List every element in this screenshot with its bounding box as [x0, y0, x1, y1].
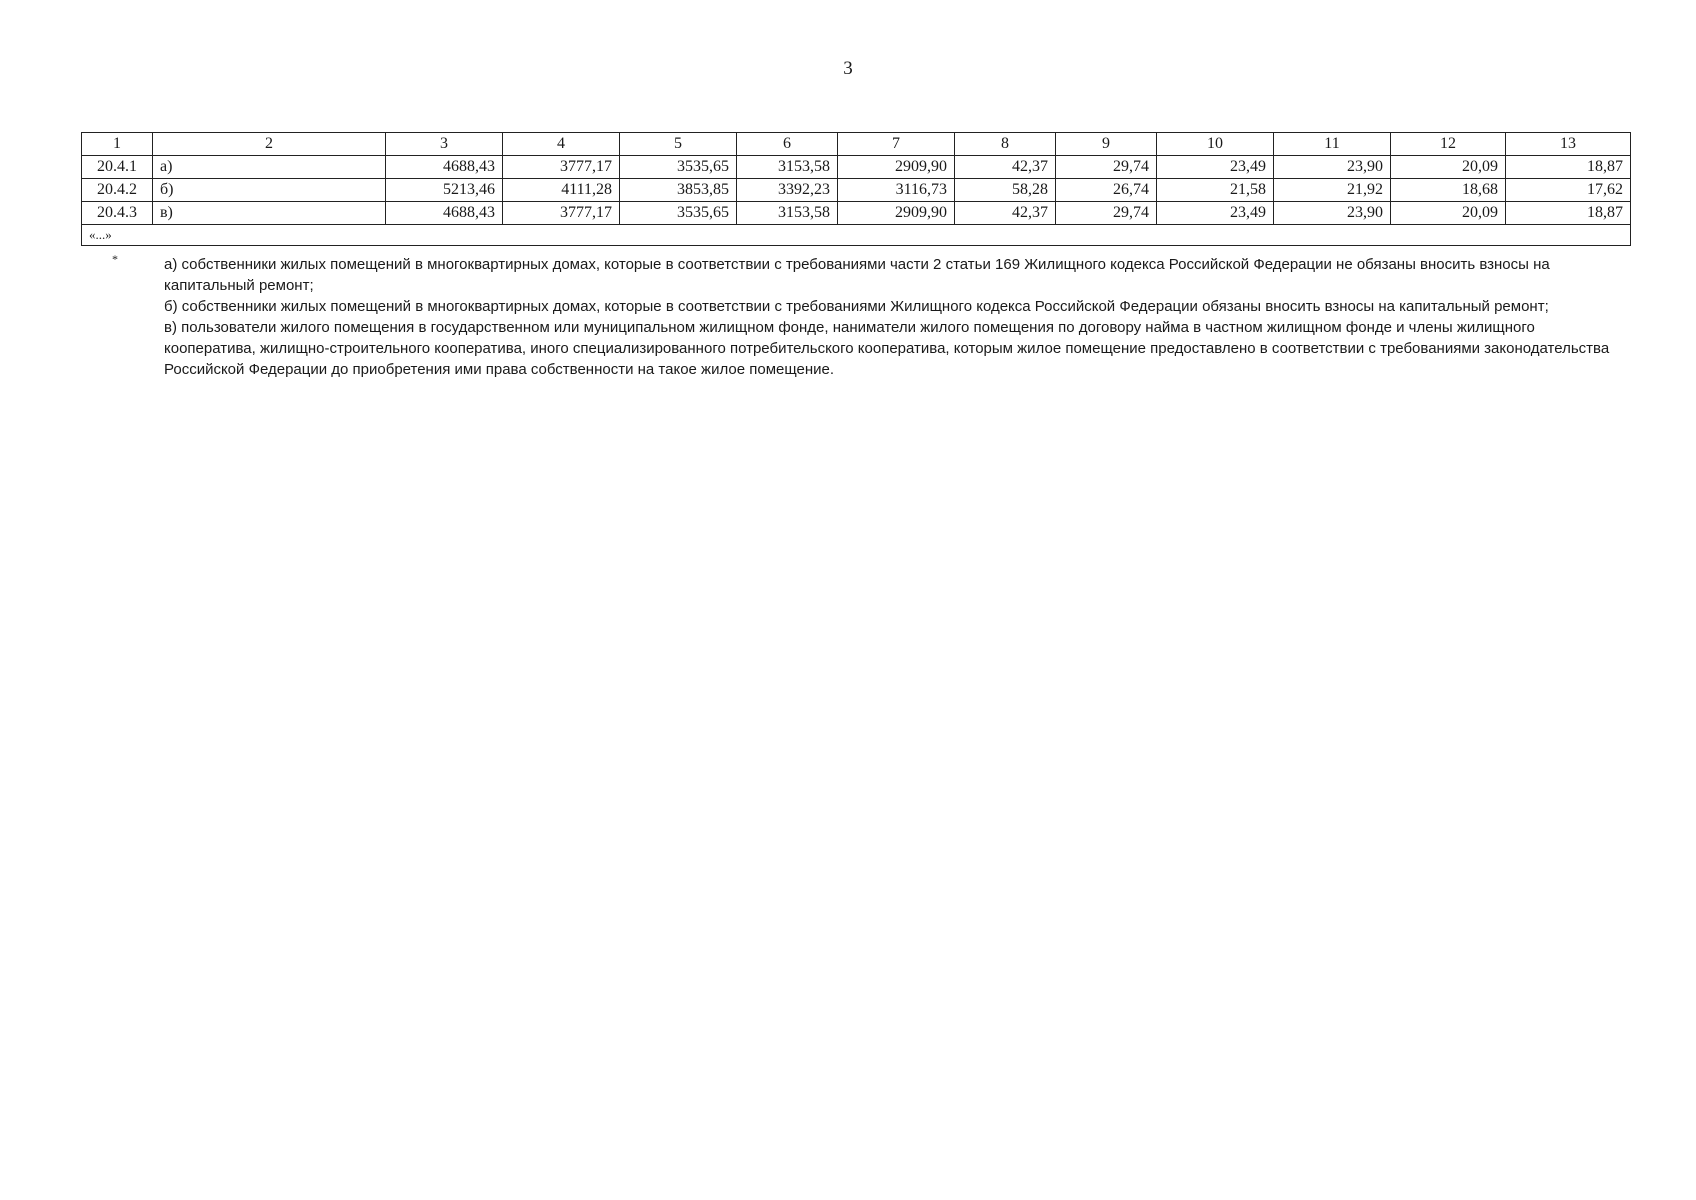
table-cell: 21,58 [1157, 179, 1274, 202]
table-cell: 4688,43 [386, 156, 503, 179]
table-cell: 3535,65 [620, 156, 737, 179]
note-item-c: в) пользователи жилого помещения в государственном или муниципальном жилищном фонде, наниматели жилого помещения по договору найма в частном жилищном фонде и члены жилищного кооператива, жилищно-строительного кооператива, иного специализированного потребительского кооператива, которым жилое помещение предоставлено в соответствии с требованиями законодательства Российской Федерации до приобретения ими права собственности на такое жилое помещение. [164, 319, 1610, 378]
table-row [82, 179, 1631, 202]
column-header: 6 [737, 133, 838, 156]
page-number: 3 [843, 58, 853, 79]
ellipsis-marker: «...» [82, 225, 1631, 246]
table-cell: 3116,73 [838, 179, 955, 202]
table-cell: 20,09 [1391, 202, 1506, 225]
tariff-table [81, 132, 1631, 246]
table-cell: 4111,28 [503, 179, 620, 202]
table-cell: 23,49 [1157, 156, 1274, 179]
table-cell: 42,37 [955, 156, 1056, 179]
column-header: 5 [620, 133, 737, 156]
table-cell: 29,74 [1056, 156, 1157, 179]
row-code: 20.4.3 [82, 202, 153, 225]
row-code: 20.4.1 [82, 156, 153, 179]
table-cell: 23,90 [1274, 202, 1391, 225]
table-cell: 58,28 [955, 179, 1056, 202]
row-label: б) [153, 179, 386, 202]
table-cell: 18,87 [1506, 202, 1631, 225]
tariff-table-container [81, 132, 1630, 246]
table-header-row [82, 133, 1631, 156]
row-label: а) [153, 156, 386, 179]
table-cell: 26,74 [1056, 179, 1157, 202]
column-header: 2 [153, 133, 386, 156]
table-cell: 21,92 [1274, 179, 1391, 202]
table-cell: 4688,43 [386, 202, 503, 225]
table-cell: 20,09 [1391, 156, 1506, 179]
table-ellipsis-row [82, 225, 1631, 246]
table-cell: 2909,90 [838, 156, 955, 179]
column-header: 9 [1056, 133, 1157, 156]
column-header: 7 [838, 133, 955, 156]
table-cell: 23,90 [1274, 156, 1391, 179]
table-cell: 3153,58 [737, 202, 838, 225]
column-header: 8 [955, 133, 1056, 156]
note-item-b: б) собственники жилых помещений в многоквартирных домах, которые в соответствии с требованиями Жилищного кодекса Российской Федерации обязаны вносить взносы на капитальный ремонт; [164, 298, 1549, 315]
footnote-mark: * [112, 252, 118, 266]
footnote-notes [164, 254, 1620, 380]
table-cell: 42,37 [955, 202, 1056, 225]
column-header: 13 [1506, 133, 1631, 156]
table-cell: 17,62 [1506, 179, 1631, 202]
column-header: 1 [82, 133, 153, 156]
table-cell: 3853,85 [620, 179, 737, 202]
table-row [82, 156, 1631, 179]
column-header: 10 [1157, 133, 1274, 156]
row-label: в) [153, 202, 386, 225]
column-header: 3 [386, 133, 503, 156]
table-cell: 3392,23 [737, 179, 838, 202]
table-row [82, 202, 1631, 225]
column-header: 4 [503, 133, 620, 156]
row-code: 20.4.2 [82, 179, 153, 202]
table-cell: 2909,90 [838, 202, 955, 225]
table-cell: 23,49 [1157, 202, 1274, 225]
column-header: 12 [1391, 133, 1506, 156]
table-cell: 18,68 [1391, 179, 1506, 202]
table-cell: 18,87 [1506, 156, 1631, 179]
table-cell: 29,74 [1056, 202, 1157, 225]
table-cell: 3777,17 [503, 156, 620, 179]
table-cell: 5213,46 [386, 179, 503, 202]
table-cell: 3535,65 [620, 202, 737, 225]
column-header: 11 [1274, 133, 1391, 156]
table-cell: 3777,17 [503, 202, 620, 225]
note-item-a: а) собственники жилых помещений в многоквартирных домах, которые в соответствии с требованиями части 2 статьи 169 Жилищного кодекса Российской Федерации не обязаны вносить взносы на капитальный ремонт; [164, 256, 1550, 294]
table-cell: 3153,58 [737, 156, 838, 179]
